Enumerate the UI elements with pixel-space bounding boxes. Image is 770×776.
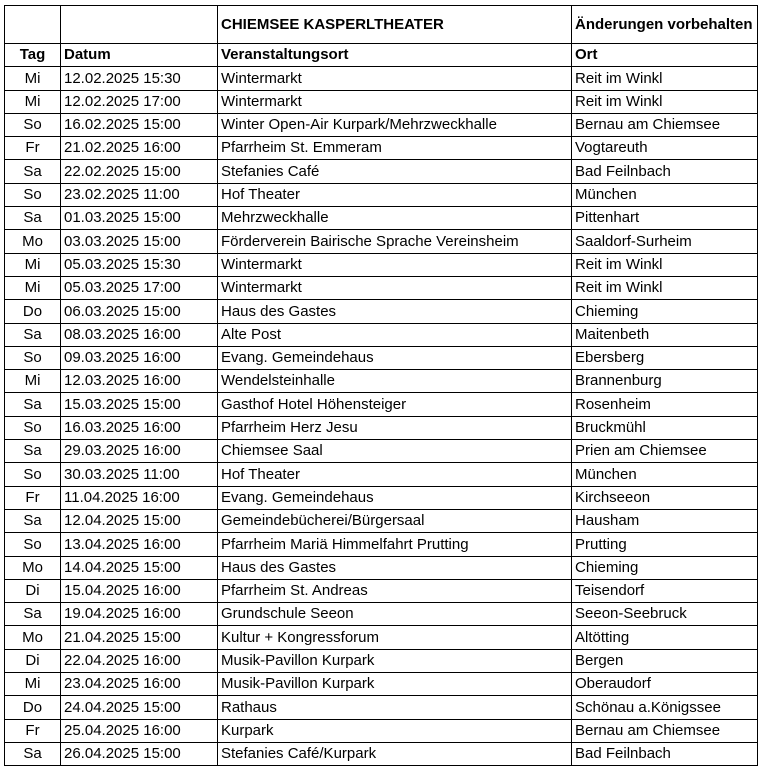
table-title: CHIEMSEE KASPERLTHEATER (218, 6, 572, 44)
cell-datum: 12.02.2025 17:00 (61, 90, 218, 113)
cell-ort: Schönau a.Königssee (572, 696, 758, 719)
cell-ort: Reit im Winkl (572, 253, 758, 276)
cell-veranstaltungsort: Chiemsee Saal (218, 440, 572, 463)
cell-veranstaltungsort: Wintermarkt (218, 90, 572, 113)
title-row (5, 6, 758, 44)
cell-veranstaltungsort: Pfarrheim St. Emmeram (218, 137, 572, 160)
cell-veranstaltungsort: Musik-Pavillon Kurpark (218, 673, 572, 696)
cell-veranstaltungsort: Evang. Gemeindehaus (218, 486, 572, 509)
cell-tag: So (5, 346, 61, 369)
cell-tag: Fr (5, 719, 61, 742)
table-row (5, 626, 758, 649)
cell-ort: Hausham (572, 509, 758, 532)
cell-ort: Vogtareuth (572, 137, 758, 160)
cell-tag: Fr (5, 486, 61, 509)
cell-veranstaltungsort: Stefanies Café/Kurpark (218, 742, 572, 765)
table-row (5, 370, 758, 393)
cell-tag: Mi (5, 67, 61, 90)
change-notice: Änderungen vorbehalten (572, 6, 758, 44)
schedule-body (5, 67, 758, 766)
cell-datum: 30.03.2025 11:00 (61, 463, 218, 486)
table-row (5, 300, 758, 323)
cell-datum: 22.02.2025 15:00 (61, 160, 218, 183)
cell-datum: 24.04.2025 15:00 (61, 696, 218, 719)
cell-tag: Do (5, 696, 61, 719)
table-row (5, 137, 758, 160)
cell-datum: 12.02.2025 15:30 (61, 67, 218, 90)
cell-ort: Bergen (572, 649, 758, 672)
cell-veranstaltungsort: Musik-Pavillon Kurpark (218, 649, 572, 672)
cell-tag: Fr (5, 137, 61, 160)
table-row (5, 440, 758, 463)
column-header-row (5, 44, 758, 67)
table-row (5, 649, 758, 672)
column-header-ort: Ort (572, 44, 758, 67)
table-row (5, 719, 758, 742)
cell-ort: Brannenburg (572, 370, 758, 393)
cell-veranstaltungsort: Haus des Gastes (218, 300, 572, 323)
cell-veranstaltungsort: Rathaus (218, 696, 572, 719)
cell-tag: Mo (5, 626, 61, 649)
cell-tag: Di (5, 579, 61, 602)
cell-datum: 12.03.2025 16:00 (61, 370, 218, 393)
cell-ort: Oberaudorf (572, 673, 758, 696)
cell-tag: Mi (5, 90, 61, 113)
table-row (5, 742, 758, 765)
cell-ort: Bernau am Chiemsee (572, 719, 758, 742)
table-row (5, 486, 758, 509)
cell-ort: Saaldorf-Surheim (572, 230, 758, 253)
cell-ort: Seeon-Seebruck (572, 603, 758, 626)
cell-datum: 08.03.2025 16:00 (61, 323, 218, 346)
cell-datum: 09.03.2025 16:00 (61, 346, 218, 369)
cell-ort: Pittenhart (572, 207, 758, 230)
cell-datum: 16.02.2025 15:00 (61, 113, 218, 136)
cell-ort: München (572, 183, 758, 206)
cell-veranstaltungsort: Hof Theater (218, 463, 572, 486)
table-row (5, 323, 758, 346)
table-row (5, 393, 758, 416)
cell-tag: Sa (5, 440, 61, 463)
cell-veranstaltungsort: Pfarrheim Herz Jesu (218, 416, 572, 439)
cell-tag: Mi (5, 370, 61, 393)
table-row (5, 533, 758, 556)
cell-ort: Bruckmühl (572, 416, 758, 439)
cell-ort: München (572, 463, 758, 486)
table-row (5, 696, 758, 719)
cell-ort: Chieming (572, 300, 758, 323)
cell-veranstaltungsort: Haus des Gastes (218, 556, 572, 579)
cell-datum: 15.03.2025 15:00 (61, 393, 218, 416)
cell-datum: 25.04.2025 16:00 (61, 719, 218, 742)
cell-datum: 06.03.2025 15:00 (61, 300, 218, 323)
column-header-datum: Datum (61, 44, 218, 67)
cell-ort: Rosenheim (572, 393, 758, 416)
event-schedule-table (4, 5, 758, 766)
cell-datum: 23.04.2025 16:00 (61, 673, 218, 696)
cell-veranstaltungsort: Wendelsteinhalle (218, 370, 572, 393)
table-row (5, 673, 758, 696)
cell-datum: 22.04.2025 16:00 (61, 649, 218, 672)
cell-ort: Prien am Chiemsee (572, 440, 758, 463)
cell-datum: 14.04.2025 15:00 (61, 556, 218, 579)
cell-tag: So (5, 183, 61, 206)
cell-tag: Mo (5, 556, 61, 579)
cell-datum: 11.04.2025 16:00 (61, 486, 218, 509)
cell-tag: Mi (5, 673, 61, 696)
cell-veranstaltungsort: Kurpark (218, 719, 572, 742)
table-row (5, 253, 758, 276)
cell-tag: Mi (5, 276, 61, 299)
cell-tag: Sa (5, 323, 61, 346)
cell-veranstaltungsort: Pfarrheim Mariä Himmelfahrt Prutting (218, 533, 572, 556)
cell-datum: 21.04.2025 15:00 (61, 626, 218, 649)
cell-datum: 19.04.2025 16:00 (61, 603, 218, 626)
cell-datum: 12.04.2025 15:00 (61, 509, 218, 532)
table-row (5, 90, 758, 113)
cell-tag: Mi (5, 253, 61, 276)
cell-tag: Sa (5, 393, 61, 416)
cell-datum: 21.02.2025 16:00 (61, 137, 218, 160)
table-row (5, 230, 758, 253)
cell-datum: 15.04.2025 16:00 (61, 579, 218, 602)
cell-tag: So (5, 463, 61, 486)
table-row (5, 276, 758, 299)
cell-ort: Chieming (572, 556, 758, 579)
cell-ort: Altötting (572, 626, 758, 649)
cell-veranstaltungsort: Gasthof Hotel Höhensteiger (218, 393, 572, 416)
cell-datum: 03.03.2025 15:00 (61, 230, 218, 253)
cell-tag: So (5, 113, 61, 136)
cell-veranstaltungsort: Kultur + Kongressforum (218, 626, 572, 649)
cell-datum: 26.04.2025 15:00 (61, 742, 218, 765)
table-row (5, 416, 758, 439)
cell-veranstaltungsort: Förderverein Bairische Sprache Vereinsheim (218, 230, 572, 253)
cell-tag: Sa (5, 742, 61, 765)
cell-veranstaltungsort: Evang. Gemeindehaus (218, 346, 572, 369)
cell-datum: 01.03.2025 15:00 (61, 207, 218, 230)
cell-ort: Prutting (572, 533, 758, 556)
empty-cell (5, 6, 61, 44)
cell-ort: Maitenbeth (572, 323, 758, 346)
cell-ort: Bernau am Chiemsee (572, 113, 758, 136)
cell-veranstaltungsort: Wintermarkt (218, 276, 572, 299)
cell-ort: Reit im Winkl (572, 276, 758, 299)
column-header-veranstaltungsort: Veranstaltungsort (218, 44, 572, 67)
table-row (5, 509, 758, 532)
table-row (5, 183, 758, 206)
table-row (5, 346, 758, 369)
cell-datum: 29.03.2025 16:00 (61, 440, 218, 463)
cell-tag: Do (5, 300, 61, 323)
empty-cell (61, 6, 218, 44)
table-row (5, 207, 758, 230)
cell-datum: 05.03.2025 17:00 (61, 276, 218, 299)
cell-veranstaltungsort: Winter Open-Air Kurpark/Mehrzweckhalle (218, 113, 572, 136)
cell-veranstaltungsort: Wintermarkt (218, 253, 572, 276)
cell-veranstaltungsort: Grundschule Seeon (218, 603, 572, 626)
table-row (5, 160, 758, 183)
cell-ort: Ebersberg (572, 346, 758, 369)
table-row (5, 113, 758, 136)
cell-datum: 16.03.2025 16:00 (61, 416, 218, 439)
cell-ort: Reit im Winkl (572, 67, 758, 90)
cell-tag: Sa (5, 160, 61, 183)
cell-datum: 05.03.2025 15:30 (61, 253, 218, 276)
cell-tag: Mo (5, 230, 61, 253)
table-row (5, 579, 758, 602)
column-header-tag: Tag (5, 44, 61, 67)
table-row (5, 463, 758, 486)
table-row (5, 556, 758, 579)
cell-datum: 13.04.2025 16:00 (61, 533, 218, 556)
cell-ort: Bad Feilnbach (572, 160, 758, 183)
cell-veranstaltungsort: Gemeindebücherei/Bürgersaal (218, 509, 572, 532)
cell-datum: 23.02.2025 11:00 (61, 183, 218, 206)
cell-tag: So (5, 416, 61, 439)
table-row (5, 603, 758, 626)
cell-tag: So (5, 533, 61, 556)
cell-ort: Kirchseeon (572, 486, 758, 509)
cell-tag: Sa (5, 207, 61, 230)
cell-ort: Bad Feilnbach (572, 742, 758, 765)
cell-tag: Sa (5, 509, 61, 532)
cell-ort: Teisendorf (572, 579, 758, 602)
cell-tag: Di (5, 649, 61, 672)
cell-veranstaltungsort: Pfarrheim St. Andreas (218, 579, 572, 602)
cell-ort: Reit im Winkl (572, 90, 758, 113)
cell-veranstaltungsort: Stefanies Café (218, 160, 572, 183)
table-row (5, 67, 758, 90)
cell-veranstaltungsort: Wintermarkt (218, 67, 572, 90)
cell-veranstaltungsort: Hof Theater (218, 183, 572, 206)
cell-veranstaltungsort: Mehrzweckhalle (218, 207, 572, 230)
cell-veranstaltungsort: Alte Post (218, 323, 572, 346)
cell-tag: Sa (5, 603, 61, 626)
